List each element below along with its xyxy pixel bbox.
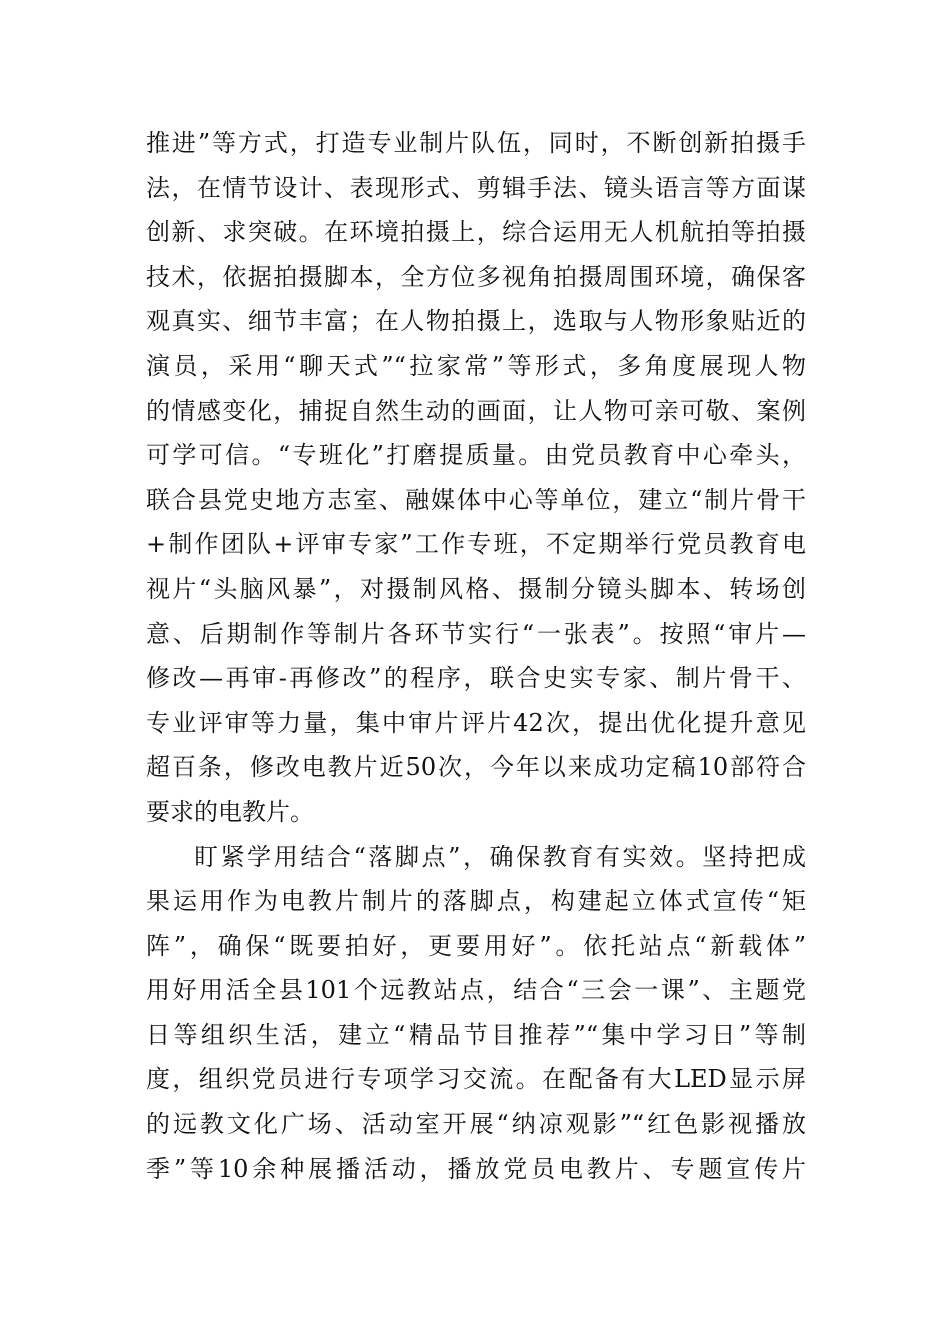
text-line: 用好用活全县101个远教站点，结合“三会一课”、主题党 [146, 976, 806, 1005]
text-line: 创新、求突破。在环境拍摄上，综合运用无人机航拍等拍摄 [146, 218, 806, 247]
text-line: 技术，依据拍摄脚本，全方位多视角拍摄周围环境，确保客 [146, 262, 806, 291]
text-line: 观真实、细节丰富；在人物拍摄上，选取与人物形象贴近的 [146, 307, 806, 336]
paragraph-application [146, 835, 806, 1192]
paragraph-production-team [146, 121, 806, 835]
text-line: 季”等10余种展播活动，播放党员电教片、专题宣传片 [146, 1154, 806, 1183]
text-line: 度，组织党员进行专项学习交流。在配备有大LED显示屏 [146, 1065, 806, 1094]
text-line: 日等组织生活，建立“精品节目推荐”“集中学习日”等制 [146, 1020, 806, 1049]
text-line: 要求的电教片。 [146, 797, 314, 826]
text-line: 果运用作为电教片制片的落脚点，构建起立体式宣传“矩 [146, 887, 806, 916]
text-line: 视片“头脑风暴”，对摄制风格、摄制分镜头脚本、转场创 [146, 574, 806, 603]
text-line: 的远教文化广场、活动室开展“纳凉观影”“红色影视播放 [146, 1110, 806, 1139]
text-line: 推进”等方式，打造专业制片队伍，同时，不断创新拍摄手 [146, 129, 806, 157]
text-line: 专业评审等力量，集中审片评片42次，提出优化提升意见 [146, 708, 806, 737]
text-line: 联合县党史地方志室、融媒体中心等单位，建立“制片骨干 [146, 485, 806, 514]
text-line: 法，在情节设计、表现形式、剪辑手法、镜头语言等方面谋 [146, 173, 806, 202]
text-line: 超百条，修改电教片近50次，今年以来成功定稿10部符合 [146, 753, 806, 782]
text-line: 盯紧学用结合“落脚点”，确保教育有实效。坚持把成 [194, 842, 806, 871]
text-line: +制作团队+评审专家”工作专班，不定期举行党员教育电 [146, 530, 806, 559]
text-line: 的情感变化，捕捉自然生动的画面，让人物可亲可敬、案例 [146, 396, 806, 425]
text-line: 可学可信。“专班化”打磨提质量。由党员教育中心牵头， [146, 441, 806, 470]
text-line: 阵”，确保“既要拍好，更要用好”。依托站点“新载体” [146, 931, 806, 960]
text-line: 意、后期制作等制片各环节实行“一张表”。按照“审片— [146, 619, 806, 648]
text-line: 修改—再审-再修改”的程序，联合史实专家、制片骨干、 [146, 664, 806, 693]
body-text [146, 121, 806, 1191]
text-line: 演员，采用“聊天式”“拉家常”等形式，多角度展现人物 [146, 351, 806, 380]
